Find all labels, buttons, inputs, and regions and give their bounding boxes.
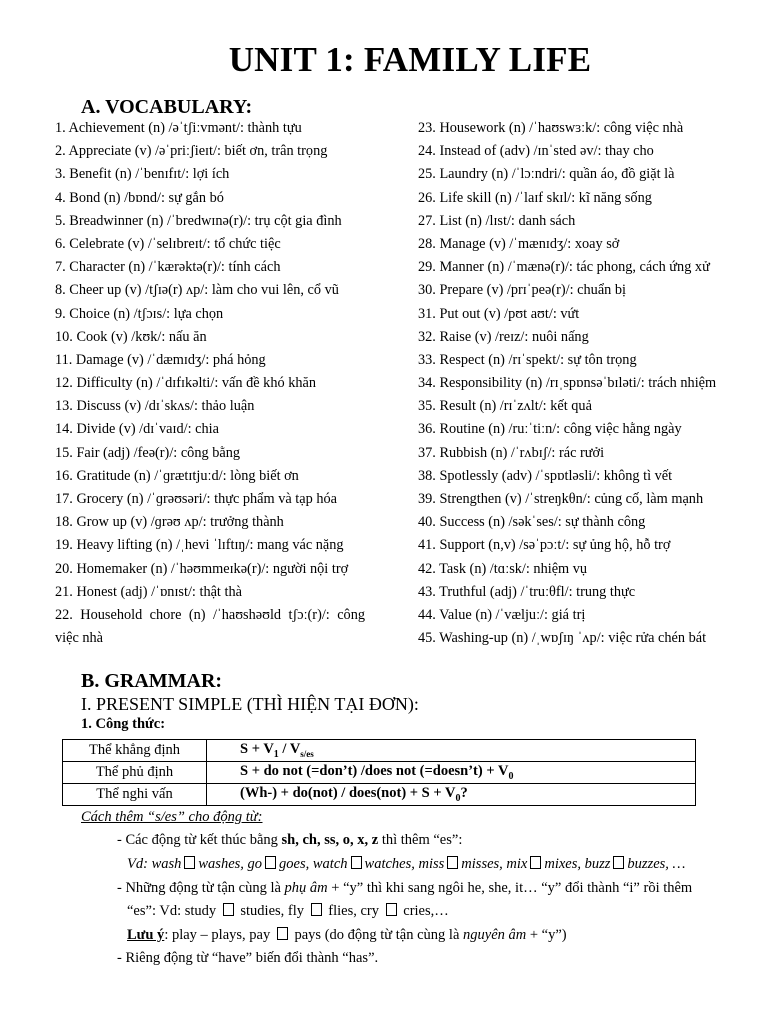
vocabulary-item: 25. Laundry (n) /ˈlɔːndri/: quần áo, đồ giặt là <box>418 166 675 183</box>
example-conjugated-verb: misses <box>461 856 500 872</box>
vocabulary-item: 40. Success (n) /səkˈses/: sự thành công <box>418 514 646 531</box>
example-conjugated-verb: watches <box>364 856 412 872</box>
vocabulary-item: 18. Grow up (v) /ɡrəʊ ʌp/: trưởng thành <box>55 514 284 531</box>
example-conjugated-verb: washes <box>198 856 241 872</box>
vocabulary-item: 36. Routine (n) /ruːˈtiːn/: công việc hằng ngày <box>418 421 682 438</box>
arrow-box-icon <box>613 856 624 869</box>
vocabulary-item: 37. Rubbish (n) /ˈrʌbɪʃ/: rác rưởi <box>418 444 605 461</box>
grammar-heading: B. GRAMMAR: <box>81 670 223 692</box>
vocabulary-item: 41. Support (n,v) /səˈpɔːt/: sự ủng hộ, hỗ trợ <box>418 537 671 554</box>
vocabulary-item: 13. Discuss (v) /dɪˈskʌs/: thảo luận <box>55 398 255 415</box>
formula-row <box>63 740 696 762</box>
note-text-d: + “y”) <box>526 927 567 943</box>
arrow-box-icon <box>223 903 234 916</box>
example-base-verb: miss <box>418 856 445 872</box>
vocabulary-item: 35. Result (n) /rɪˈzʌlt/: kết quả <box>418 398 592 415</box>
example-base-verb: watch <box>312 856 348 872</box>
rule-2-cont-c: flies, cry <box>324 903 383 919</box>
formula-part: S + V <box>240 741 274 758</box>
rule-1 <box>117 832 462 849</box>
vocabulary-item: 20. Homemaker (n) /ˈhəʊmmeɪkə(r)/: người nội trợ <box>55 560 349 577</box>
vocabulary-item: 30. Prepare (v) /prɪˈpeə(r)/: chuẩn bị <box>418 282 627 299</box>
form-type-label: Thể khẳng định <box>63 740 207 762</box>
rule-2-consonant: phụ âm <box>284 880 328 896</box>
arrow-box-icon <box>311 903 322 916</box>
vocabulary-item: 33. Respect (n) /rɪˈspekt/: sự tôn trọng <box>418 351 637 368</box>
rule-3: - Riêng động từ “have” biến đổi thành “has”. <box>117 950 379 966</box>
example-conjugated-verb: buzzes <box>627 856 666 872</box>
example-1: Vd: wash washes, go goes, watch watches, miss misses, mix mixes, buzz buzzes, … <box>127 856 686 872</box>
example-conjugated-verb: mixes <box>544 856 578 872</box>
rule-1-suffix: thì thêm “es”: <box>378 832 463 848</box>
rule-1-prefix: - Các động từ kết thúc bằng <box>117 832 282 848</box>
present-simple-heading: I. PRESENT SIMPLE (THÌ HIỆN TẠI ĐƠN): <box>81 694 419 714</box>
vocabulary-item: 8. Cheer up (v) /tʃɪə(r) ʌp/: làm cho vui lên, cổ vũ <box>55 282 339 299</box>
formula-cell <box>207 784 696 806</box>
formula-part: S + do not (=don’t) /does not (=doesn’t) + V <box>240 763 509 780</box>
vocabulary-item: 38. Spotlessly (adv) /ˈspɒtləsli/: không tì vết <box>418 467 673 484</box>
formula-subscript: 0 <box>508 770 514 782</box>
vocabulary-item: 23. Housework (n) /ˈhaʊswɜːk/: công việc nhà <box>418 120 684 136</box>
arrow-box-icon <box>447 856 458 869</box>
formula-row <box>63 762 696 784</box>
vocabulary-item: 1. Achievement (n) /əˈtʃiːvmənt/: thành tựu <box>55 120 302 136</box>
vocabulary-item: 3. Benefit (n) /ˈbenɪfɪt/: lợi ích <box>55 166 230 183</box>
vocabulary-item: 16. Gratitude (n) /ˈɡrætɪtjuːd/: lòng biết ơn <box>55 467 299 484</box>
formula-row <box>63 784 696 806</box>
formula-title: 1. Công thức: <box>81 716 166 732</box>
vocabulary-item: 29. Manner (n) /ˈmænə(r)/: tác phong, cách ứng xử <box>418 259 710 276</box>
rule-2-text-c: + “y” thì khi sang ngôi he, she, it… “y” đổi thành “i” rồi thêm <box>327 880 693 896</box>
example-lead: Vd: <box>127 856 152 872</box>
formula-subscript: 1 <box>273 748 279 760</box>
example-base-verb: wash <box>151 856 182 872</box>
rule-2-cont-b: studies, fly <box>236 903 308 919</box>
formula-subscript: 0 <box>455 792 461 804</box>
vocabulary-item: 32. Raise (v) /reɪz/: nuôi nấng <box>418 328 589 345</box>
example-base-verb: go <box>247 856 263 872</box>
vocabulary-item: 17. Grocery (n) /ˈɡrəʊsəri/: thực phẩm và tạp hóa <box>55 491 337 507</box>
vocabulary-item: 14. Divide (v) /dɪˈvaɪd/: chia <box>55 421 219 438</box>
vocabulary-item: 28. Manage (v) /ˈmænɪdʒ/: xoay sở <box>418 235 620 252</box>
note-text-b: pays (do động từ tận cùng là <box>290 927 464 943</box>
vocabulary-item: 6. Celebrate (v) /ˈselɪbreɪt/: tổ chức tiệc <box>55 235 281 252</box>
note-vowel: nguyên âm <box>463 927 527 943</box>
rule-2 <box>117 880 692 897</box>
example-base-verb: buzz <box>584 856 611 872</box>
rule-2-text-a: - Những động từ tận cùng là <box>117 880 285 896</box>
formula-cell <box>207 740 696 762</box>
vocabulary-item: 27. List (n) /lɪst/: danh sách <box>418 212 576 229</box>
vocabulary-list-left <box>55 117 365 650</box>
vocabulary-item: 9. Choice (n) /tʃɔɪs/: lựa chọn <box>55 305 224 322</box>
page-title: UNIT 1: FAMILY LIFE <box>228 40 592 79</box>
vocabulary-item: 24. Instead of (adv) /ɪnˈsted əv/: thay cho <box>418 143 654 160</box>
note-text-a: : play – plays, pay <box>164 927 274 943</box>
add-s-es-note-title <box>81 809 263 826</box>
vocabulary-item: 15. Fair (adj) /feə(r)/: công bằng <box>55 444 240 461</box>
formula-table <box>62 739 696 806</box>
arrow-box-icon <box>351 856 362 869</box>
vocabulary-item: 31. Put out (v) /pʊt aʊt/: vứt <box>418 305 580 322</box>
note-label: Lưu ý <box>127 927 165 943</box>
formula-part: / V <box>278 741 301 758</box>
arrow-box-icon <box>184 856 195 869</box>
vocabulary-item: 34. Responsibility (n) /rɪˌspɒnsəˈbɪləti/: trách nhiệm <box>418 375 717 392</box>
example-tail: , … <box>665 856 686 872</box>
vocabulary-list-right <box>418 117 748 650</box>
rule-2-cont-d: cries,… <box>399 903 449 919</box>
vocabulary-item: 43. Truthful (adj) /ˈtruːθfl/: trung thực <box>418 583 636 600</box>
rule-2-continued <box>127 903 449 920</box>
vocabulary-item: 5. Breadwinner (n) /ˈbredwɪnə(r)/: trụ cột gia đình <box>55 212 342 229</box>
vocabulary-item: 2. Appreciate (v) /əˈpriːʃieɪt/: biết ơn, trân trọng <box>55 143 328 160</box>
vocabulary-item: 45. Washing-up (n) /ˌwɒʃɪŋ ˈʌp/: việc rửa chén bát <box>418 630 707 647</box>
vocabulary-item: 26. Life skill (n) /ˈlaɪf skɪl/: kĩ năng sống <box>418 189 652 206</box>
vocabulary-item: 21. Honest (adj) /ˈɒnɪst/: thật thà <box>55 583 242 600</box>
formula-subscript: s/es <box>300 748 314 759</box>
vocabulary-item: 42. Task (n) /tɑːsk/: nhiệm vụ <box>418 560 588 577</box>
vocabulary-item: 44. Value (n) /ˈvæljuː/: giá trị <box>418 606 586 623</box>
form-type-label: Thể nghi vấn <box>63 784 207 806</box>
formula-part: ? <box>460 785 468 802</box>
vocabulary-item: 39. Strengthen (v) /ˈstreŋkθn/: củng cố, làm mạnh <box>418 491 704 507</box>
form-type-label: Thể phủ định <box>63 762 207 784</box>
arrow-box-icon <box>386 903 397 916</box>
arrow-box-icon <box>277 927 288 940</box>
vocabulary-item: 10. Cook (v) /kʊk/: nấu ăn <box>55 328 207 345</box>
rule-1-endings: sh, ch, ss, o, x, z <box>281 832 379 848</box>
vocabulary-item: 19. Heavy lifting (n) /ˌhevi ˈlɪftɪŋ/: mang vác nặng <box>55 537 344 554</box>
rule-2-cont-a: “es”: Vd: study <box>127 903 220 919</box>
example-base-verb: mix <box>506 856 528 872</box>
vocabulary-item: 7. Character (n) /ˈkærəktə(r)/: tính cách <box>55 259 281 276</box>
vocabulary-item: 4. Bond (n) /bɒnd/: sự gắn bó <box>55 189 224 206</box>
vocabulary-item: 22. Household chore (n) /ˈhaʊshəʊld tʃɔː(r)/: công việc nhà <box>55 606 365 647</box>
vocabulary-item: 12. Difficulty (n) /ˈdɪfɪkəlti/: vấn đề khó khăn <box>55 375 316 392</box>
example-conjugated-verb: goes <box>279 856 306 872</box>
formula-part: (Wh-) + do(not) / does(not) + S + V <box>240 785 456 802</box>
arrow-box-icon <box>530 856 541 869</box>
arrow-box-icon <box>265 856 276 869</box>
note-title-text: Cách thêm “s/es” cho động từ: <box>81 809 263 825</box>
note-line <box>127 927 567 944</box>
formula-cell <box>207 762 696 784</box>
vocabulary-heading: A. VOCABULARY: <box>81 96 253 118</box>
vocabulary-item: 11. Damage (v) /ˈdæmɪdʒ/: phá hỏng <box>55 351 266 368</box>
